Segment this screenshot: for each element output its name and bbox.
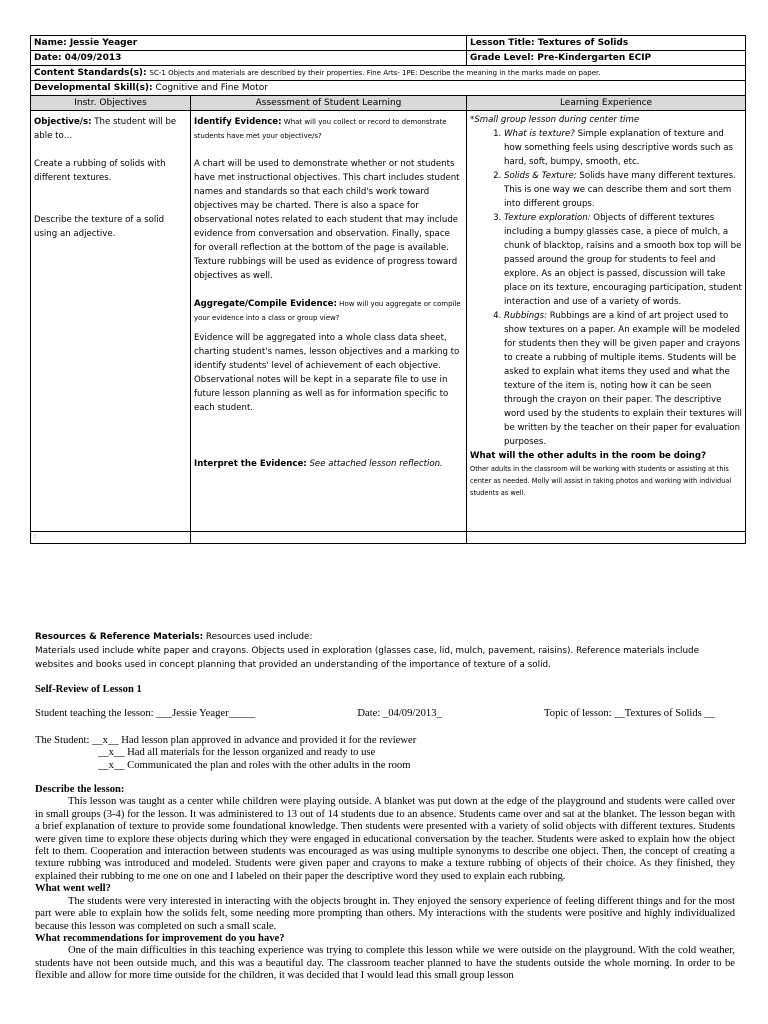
resources-section — [35, 630, 735, 672]
assessment-cell — [191, 111, 467, 532]
other-adults-label: What will the other adults in the room be doing? — [470, 451, 707, 461]
self-review-section — [35, 684, 735, 983]
identify-evidence-text: A chart will be used to demonstrate whether or not students have met instructional objectives. This chart includes student names and standards so that each child's work toward objectives may be charted. There is also a space for observational notes related to each student that may include evidence from conversation and observation. Finally, space for overall reflection at the bottom of the page is available. Texture rubbings will be used as evidence of progress toward objectives as well. — [194, 159, 460, 281]
col-header-experience: Learning Experience — [467, 96, 746, 111]
identify-evidence-label: Identify Evidence: — [194, 117, 282, 127]
other-adults-text: Other adults in the classroom will be working with students or assisting at this center as needed. Molly will assist in taking photos and working with individual students as well. — [470, 465, 732, 497]
resources-label: Resources & Reference Materials: — [35, 632, 204, 642]
experience-steps — [470, 127, 742, 449]
date-field: Date: 04/09/2013 — [31, 51, 467, 66]
objectives-intro: The student will be able to… — [34, 117, 177, 141]
empty-cell — [191, 532, 467, 544]
objectives-cell — [31, 111, 191, 532]
resources-text: Materials used include white paper and crayons. Objects used in exploration (glasses case, lid, mulch, pavement, raisins). Reference materials include websites and books used in concept planning that provided an understanding of the importance of texture of a solid. — [35, 646, 700, 670]
student-teaching-field: Student teaching the lesson: ___Jessie Yeager_____ — [35, 708, 256, 720]
experience-step — [504, 169, 742, 211]
experience-intro: *Small group lesson during center time — [470, 115, 640, 125]
topic-field: Topic of lesson: __Textures of Solids __ — [544, 708, 715, 720]
empty-cell — [467, 532, 746, 544]
step-text: Objects of different textures including a bumpy glasses case, a piece of mulch, a chunk of blacktop, raisins and a smooth box top will be passed around the group for students to feel and explore. As an object is passed, discussion will take place on its texture, encouraging participation, student interaction and use of a variety of words. — [504, 213, 742, 307]
interpret-evidence-label: Interpret the Evidence: — [194, 459, 307, 469]
experience-cell — [467, 111, 746, 532]
developmental-skills-label: Developmental Skill(s): — [34, 83, 153, 93]
experience-step — [504, 127, 742, 169]
step-title: Solids & Texture: — [504, 171, 577, 181]
name-field: Name: Jessie Yeager — [31, 36, 467, 51]
step-text: Simple explanation of texture and how something feels using descriptive words such as hard, soft, bumpy, smooth, etc. — [504, 129, 733, 167]
objectives-label: Objective/s: — [34, 117, 92, 127]
improvement-heading: What recommendations for improvement do you have? — [35, 932, 285, 944]
objective-item: Create a rubbing of solids with different textures. — [34, 159, 166, 183]
developmental-skills-text: Cognitive and Fine Motor — [155, 83, 268, 93]
checklist-item: __x__ Had all materials for the lesson organized and ready to use — [98, 747, 376, 759]
lesson-title-field: Lesson Title: Textures of Solids — [467, 36, 746, 51]
lesson-plan-table — [30, 35, 746, 544]
self-review-info-row — [35, 708, 715, 720]
experience-step — [504, 309, 742, 449]
content-standards-text: SC-1 Objects and materials are described by their properties. Fine Arts- 1PE: Describe the meaning in the marks made on paper. — [149, 69, 601, 77]
identify-evidence-prompt: What will you collect or record to demonstrate students have met your objective/s? — [194, 118, 447, 140]
went-well-heading: What went well? — [35, 883, 111, 895]
interpret-evidence-text: See attached lesson reflection. — [306, 459, 443, 469]
aggregate-evidence-text: Evidence will be aggregated into a whole class data sheet, charting student's names, lesson objectives and a marking to identify students' level of achievement of each objective. Observational notes will be kept in a separate file to use in future lesson planning as well as for information specific to each student. — [194, 333, 460, 413]
checklist-item: The Student: __x__ Had lesson plan approved in advance and provided it for the reviewer — [35, 734, 417, 746]
col-header-objectives: Instr. Objectives — [31, 96, 191, 111]
trailing-mark: : — [31, 532, 191, 544]
step-text: Solids have many different textures. This is one way we can describe them and sort them into different groups. — [504, 171, 736, 209]
self-review-title: Self-Review of Lesson 1 — [35, 684, 142, 695]
grade-level-field: Grade Level: Pre-Kindergarten ECIP — [467, 51, 746, 66]
objective-item: Describe the texture of a solid using an adjective. — [34, 215, 165, 239]
col-header-assessment: Assessment of Student Learning — [191, 96, 467, 111]
developmental-skills-row — [31, 81, 746, 96]
step-title: Texture exploration: — [504, 213, 591, 223]
checklist-item: __x__ Communicated the plan and roles with the other adults in the room — [98, 759, 411, 771]
aggregate-evidence-label: Aggregate/Compile Evidence: — [194, 299, 337, 309]
aggregate-evidence-prompt: How will you aggregate or compile your evidence into a class or group view? — [194, 300, 461, 322]
describe-heading: Describe the lesson: — [35, 784, 125, 796]
content-standards-row — [31, 66, 746, 81]
resources-intro: Resources used include: — [203, 632, 313, 642]
experience-step — [504, 211, 742, 309]
step-title: Rubbings: — [504, 311, 548, 321]
went-well-text: The students were very interested in interacting with the objects brought in. They enjoyed the sensory experience of feeling different things and for the most part were able to explain how the solids felt, some needing more prompting than others. My interactions with the students were positive and highly individualized because this lesson was completed on such a small scale. — [35, 895, 735, 932]
step-text: Rubbings are a kind of art project used to show textures on a paper. An example will be modeled for students then they will be given paper and crayons to create a rubbing of multiple items. Students will be asked to explain what items they used and what the texture of the item is, noting how it can be seen through the crayon on their paper. The descriptive word used by the students to explain their textures will be written by the teacher on their paper for evaluation purposes. — [504, 311, 742, 447]
review-date-field: Date: _04/09/2013_ — [357, 708, 442, 720]
describe-text: This lesson was taught as a center while children were playing outside. A blanket was put down at the edge of the playground and students were called over in small groups (3-4) for the lesson. It was administered to 13 out of 14 students due to an absence. Students came over and sat at the blanket. The lesson began with a brief explanation of texture to provide some foundational knowledge. Then students were presented with a variety of solid objects with different textures. Students were given time to explore these objects during which they were engaged in educational conversation by the teacher. Students were asked to explain how the object felt to them. Cooperation and interaction between students was encouraged as was using multiple synonyms to describe one object. Then, the concept of creating a texture rubbing was introduced and modeled. Students were given paper and crayons to make a texture rubbing of objects of their choice. As they finished, they explained their rubbing to me one on one and I labeled on their paper the descriptive word they used to explain each rubbing. — [35, 796, 735, 882]
improvement-text: One of the main difficulties in this teaching experience was trying to complete this lesson while we were outside on the playground. With the cold weather, students have not been outside much, and this was a beautiful day. The classroom teacher planned to have the students outside the whole morning. In order to be flexible and allow for more time outside for the children, it was decided that I would lead this small group lesson — [35, 945, 735, 982]
content-standards-label: Content Standards(s): — [34, 68, 147, 78]
step-title: What is texture? — [504, 129, 575, 139]
